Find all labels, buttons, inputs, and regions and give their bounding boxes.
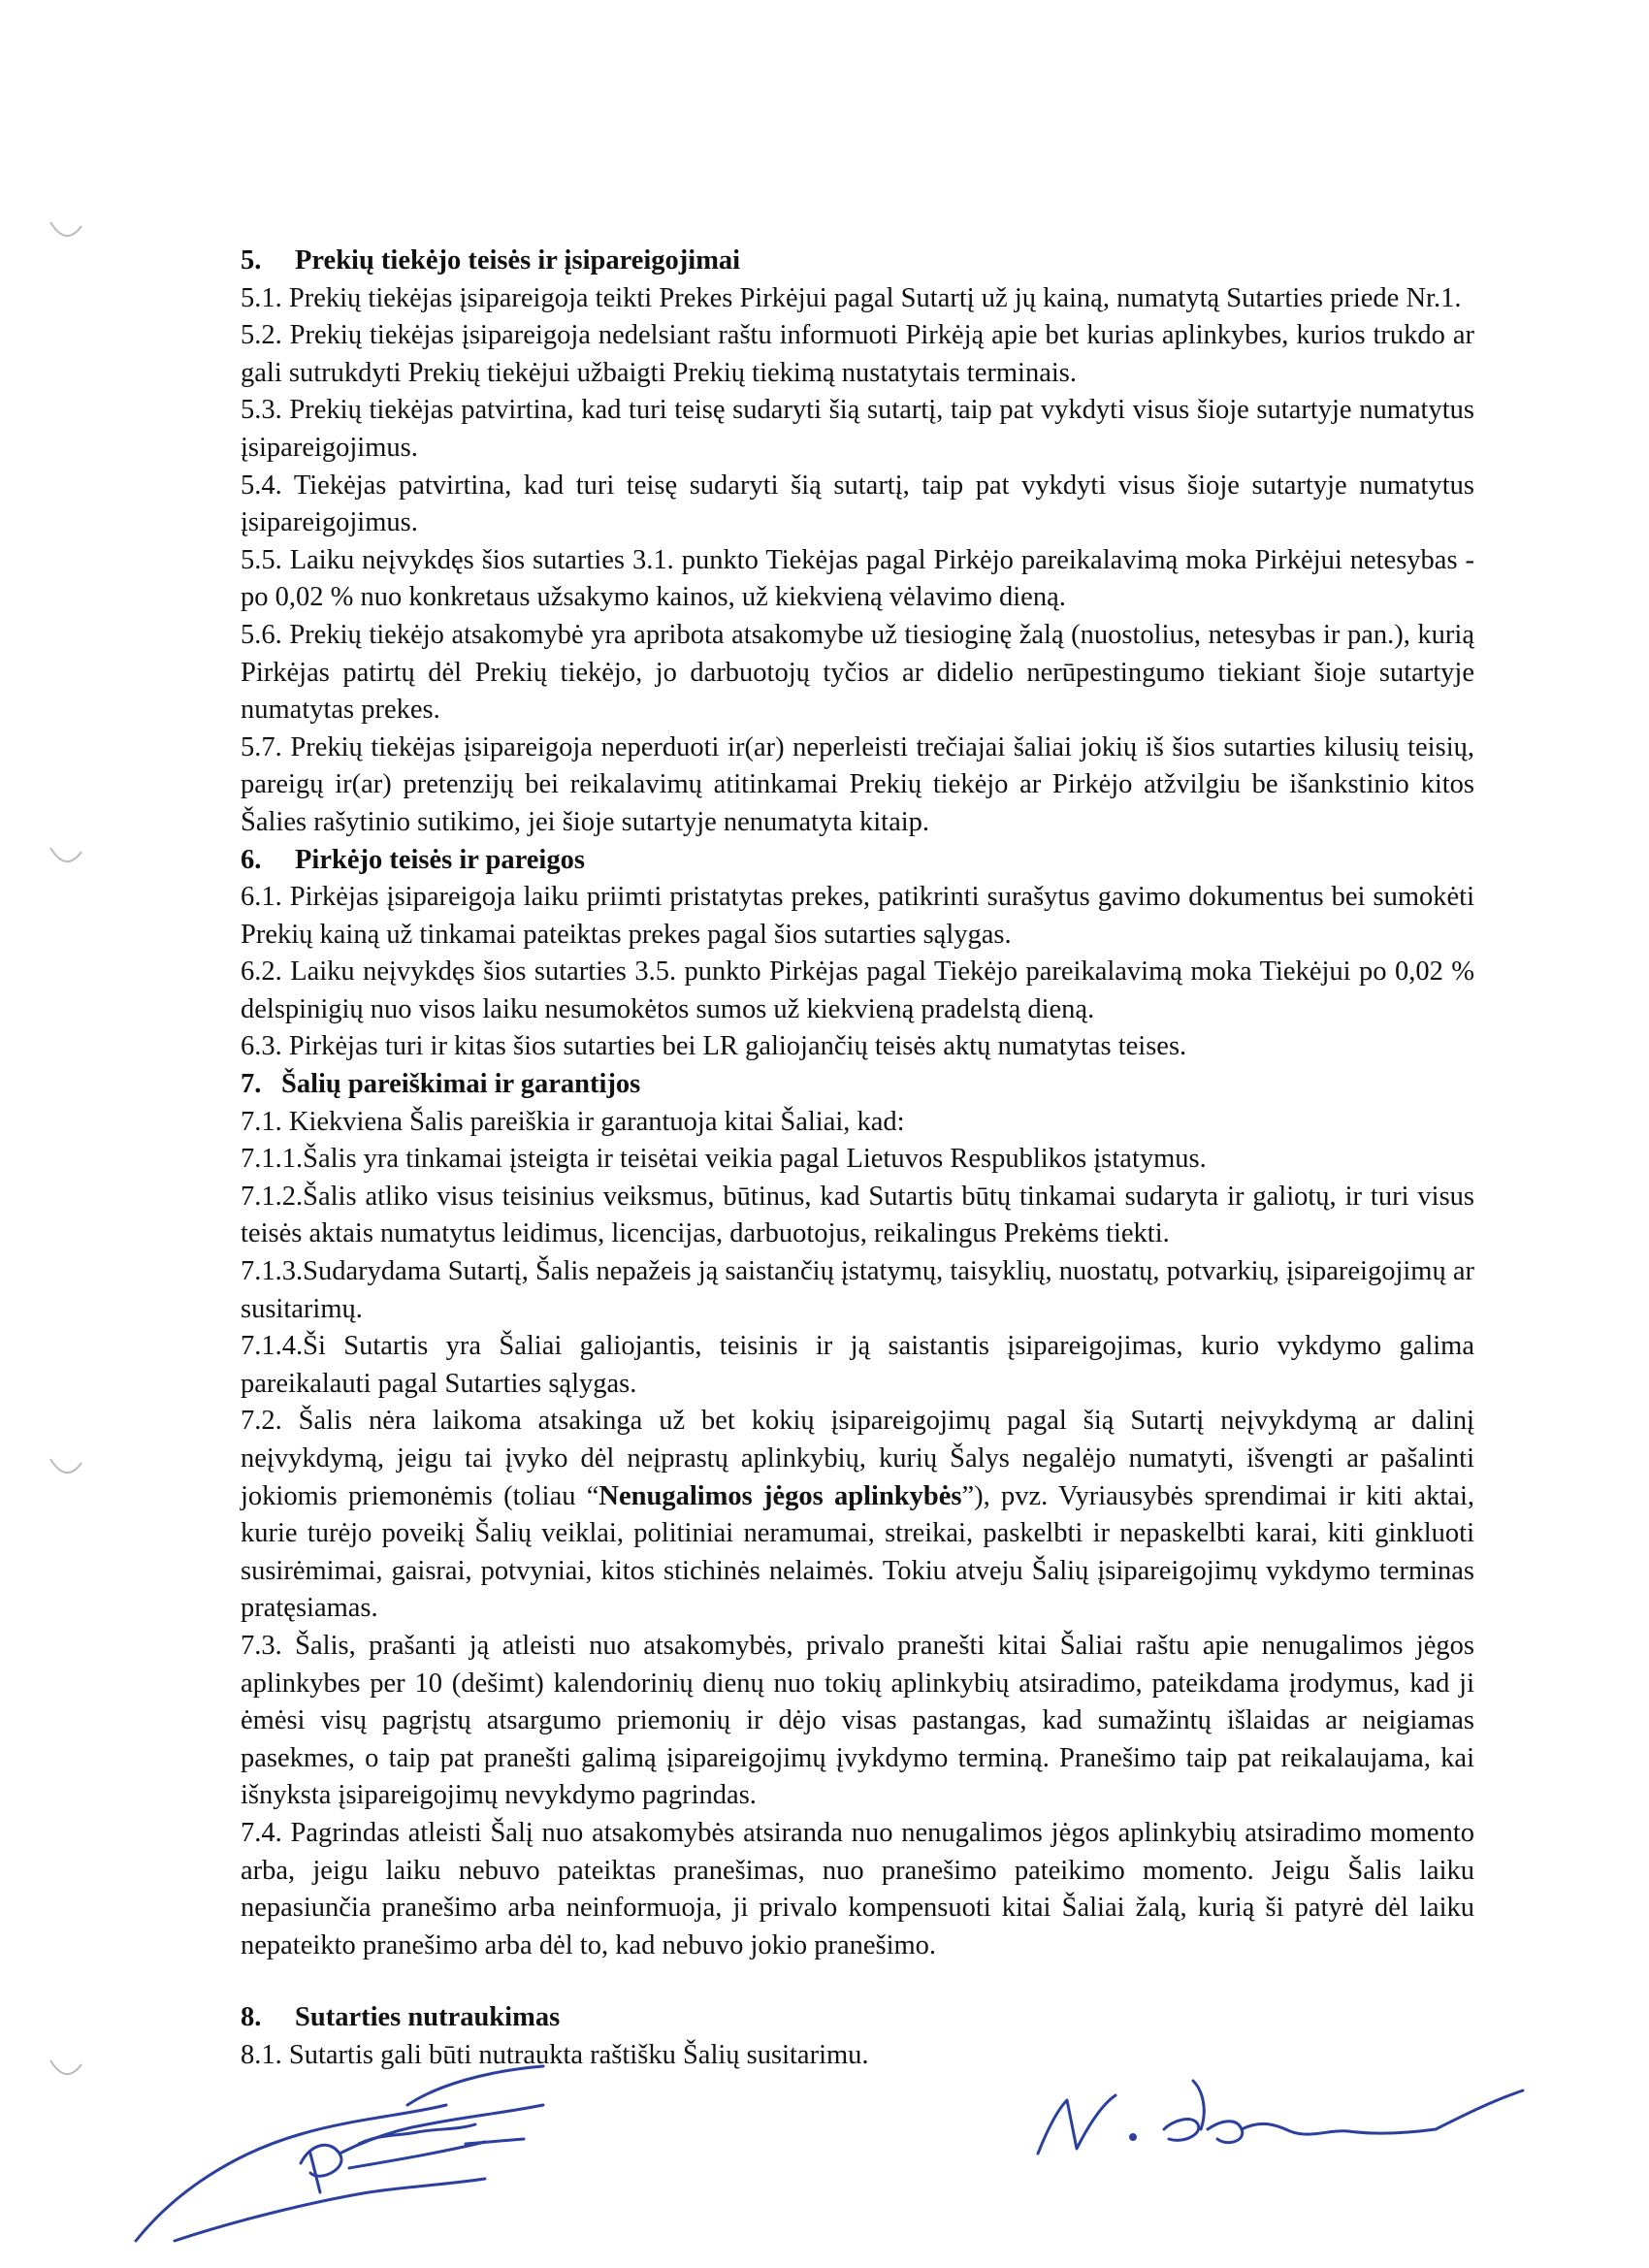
clause: 7.4. Pagrindas atleisti Šalį nuo atsakomybės atsiranda nuo nenugalimos jėgos aplinkybių atsiradimo momento arba, jeigu laiku nebuvo pateiktas pranešimas, nuo pranešimo pateikimo momento. Jeigu Šalis laiku nepasiunčia pranešimo arba neinformuoja, ji privalo kompensuoti kitai Šaliai žalą, kurią ši patyrė dėl laiku nepateikto pranešimo arba dėl to, kad nebuvo jokio pranešimo.: [241, 1817, 1474, 1960]
section-title: Prekių tiekėjo teisės ir įsipareigojimai: [295, 245, 741, 275]
clause: 8.1. Sutartis gali būti nutraukta raštišku Šalių susitarimu.: [241, 2039, 869, 2070]
section-number: 5.: [241, 245, 262, 275]
clause: 7.1. Kiekviena Šalis pareiškia ir garantuoja kitai Šaliai, kad:: [241, 1106, 905, 1137]
section-heading: [241, 1066, 1474, 1104]
section-heading: [241, 842, 1474, 880]
clause: 5.2. Prekių tiekėjas įsipareigoja nedelsiant raštu informuoti Pirkėją apie bet kurias aplinkybes, kurios trukdo ar gali sutrukdyti Prekių tiekėjui užbaigti Prekių tiekimą nustatytais terminais.: [241, 320, 1474, 388]
section-number: 7.: [241, 1069, 262, 1100]
defined-term: Nenugalimos jėgos aplinkybės: [598, 1480, 962, 1511]
signature-left: [116, 2047, 621, 2251]
contract-body: [241, 243, 1474, 2075]
section-number: 8.: [241, 2002, 262, 2033]
punch-hole-mark: [47, 218, 85, 247]
punch-hole-mark: [47, 844, 85, 873]
clause: 6.3. Pirkėjas turi ir kitas šios sutarties bei LR galiojančių teisės aktų numatytas teises.: [241, 1031, 1187, 1062]
clause: 7.1.2.Šalis atliko visus teisinius veiksmus, būtinus, kad Sutartis būtų tinkamai sudaryta ir galiotų, ir turi visus teisės aktais numatytus leidimus, licencijas, darbuotojus, reikalingus Prekėms tiekti.: [241, 1181, 1474, 1249]
clause: 7.1.4.Ši Sutartis yra Šaliai galiojantis, teisinis ir ją saistantis įsipareigojimas, kurio vykdymo galima pareikalauti pagal Sutarties sąlygas.: [241, 1331, 1474, 1399]
clause: 6.1. Pirkėjas įsipareigoja laiku priimti pristatytas prekes, patikrinti surašytus gavimo dokumentus bei sumokėti Prekių kainą už tinkamai pateiktas prekes pagal šios sutarties sąlygas.: [241, 882, 1474, 950]
clause: 5.1. Prekių tiekėjas įsipareigoja teikti Prekes Pirkėjui pagal Sutartį už jų kainą, numatytą Sutarties priede Nr.1.: [241, 282, 1462, 313]
clause: 5.3. Prekių tiekėjas patvirtina, kad turi teisę sudaryti šią sutartį, taip pat vykdyti visus šioje sutartyje numatytus įsipareigojimus.: [241, 395, 1474, 463]
clause: 5.7. Prekių tiekėjas įsipareigoja neperduoti ir(ar) neperleisti trečiajai šaliai jokių iš šios sutarties kilusių teisių, pareigų ir(ar) pretenzijų bei reikalavimų atitinkamai Prekių tiekėjo ar Pirkėjo atžvilgiu be išankstinio kitos Šalies rašytinio sutikimo, jei šioje sutartyje nenumatyta kitaip.: [241, 731, 1474, 837]
signature-right: [1028, 2061, 1533, 2178]
punch-hole-mark: [47, 1455, 85, 1484]
clause: 6.2. Laiku neįvykdęs šios sutarties 3.5. punkto Pirkėjas pagal Tiekėjo pareikalavimą moka Tiekėjui po 0,02 % delspinigių nuo visos laiku nesumokėtos sumos už kiekvieną pradelstą dieną.: [241, 956, 1474, 1024]
clause: 5.4. Tiekėjas patvirtina, kad turi teisę sudaryti šią sutartį, taip pat vykdyti visus šioje sutartyje numatytus įsipareigojimus.: [241, 470, 1474, 538]
clause-text: 7.2. Šalis nėra laikoma atsakinga už bet kokių įsipareigojimų pagal šią Sutartį neįvykdymą ar dalinį neįvykdymą, jeigu tai įvyko dėl neįprastų aplinkybių, kurių Šalys negalėjo numatyti, išvengti ar pašalinti jokiomis priemonėmis (toliau “: [241, 1406, 1474, 1511]
clause-force-majeure: [241, 1403, 1474, 1628]
section-title: Sutarties nutraukimas: [295, 2002, 561, 2033]
clause: 5.5. Laiku neįvykdęs šios sutarties 3.1. punkto Tiekėjas pagal Pirkėjo pareikalavimą moka Pirkėjui netesybas - po 0,02 % nuo konkretaus užsakymo kainos, už kiekvieną vėlavimo dieną.: [241, 544, 1474, 613]
clause: 7.1.3.Sudarydama Sutartį, Šalis nepažeis ją saistančių įstatymų, taisyklių, nuostatų, potvarkių, įsipareigojimų ar susitarimų.: [241, 1256, 1474, 1324]
section-title: Šalių pareiškimai ir garantijos: [281, 1069, 641, 1100]
section-number: 6.: [241, 844, 262, 875]
section-heading: [241, 1999, 1474, 2037]
clause: 7.1.1.Šalis yra tinkamai įsteigta ir teisėtai veikia pagal Lietuvos Respublikos įstatymus.: [241, 1144, 1207, 1175]
punch-hole-mark: [47, 2057, 85, 2086]
clause: 7.3. Šalis, prašanti ją atleisti nuo atsakomybės, privalo pranešti kitai Šaliai raštu apie nenugalimos jėgos aplinkybes per 10 (dešimt) kalendorinių dienų nuo tokių aplinkybių atsiradimo, pateikdama įrodymus, kad ji ėmėsi visų pagrįstų atsargumo priemonių ir dėjo visas pastangas, kad sumažintų išlaidas ar neigiamas pasekmes, o taip pat pranešti galimą įsipareigojimų įvykdymo terminą. Pranešimo taip pat reikalaujama, kai išnyksta įsipareigojimų nevykdymo pagrindas.: [241, 1630, 1474, 1811]
clause-text: ”), pvz. Vyriausybės sprendimai ir kiti aktai, kurie turėjo poveikį Šalių veiklai, politiniai neramumai, streikai, paskelbti ir nepaskelbti karai, kiti ginkluoti susirėmimai, gaisrai, potvyniai, kitos stichinės nelaimės. Tokiu atveju Šalių įsipareigojimų vykdymo terminas pratęsiamas.: [241, 1480, 1474, 1624]
clause: 5.6. Prekių tiekėjo atsakomybė yra apribota atsakomybe už tiesioginę žalą (nuostolius, netesybas ir pan.), kurią Pirkėjas patirtų dėl Prekių tiekėjo, jo darbuotojų tyčios ar didelio nerūpestingumo tiekiant šioje sutartyje numatytas prekes.: [241, 619, 1474, 726]
section-title: Pirkėjo teisės ir pareigos: [295, 844, 585, 875]
section-heading: [241, 243, 1474, 280]
